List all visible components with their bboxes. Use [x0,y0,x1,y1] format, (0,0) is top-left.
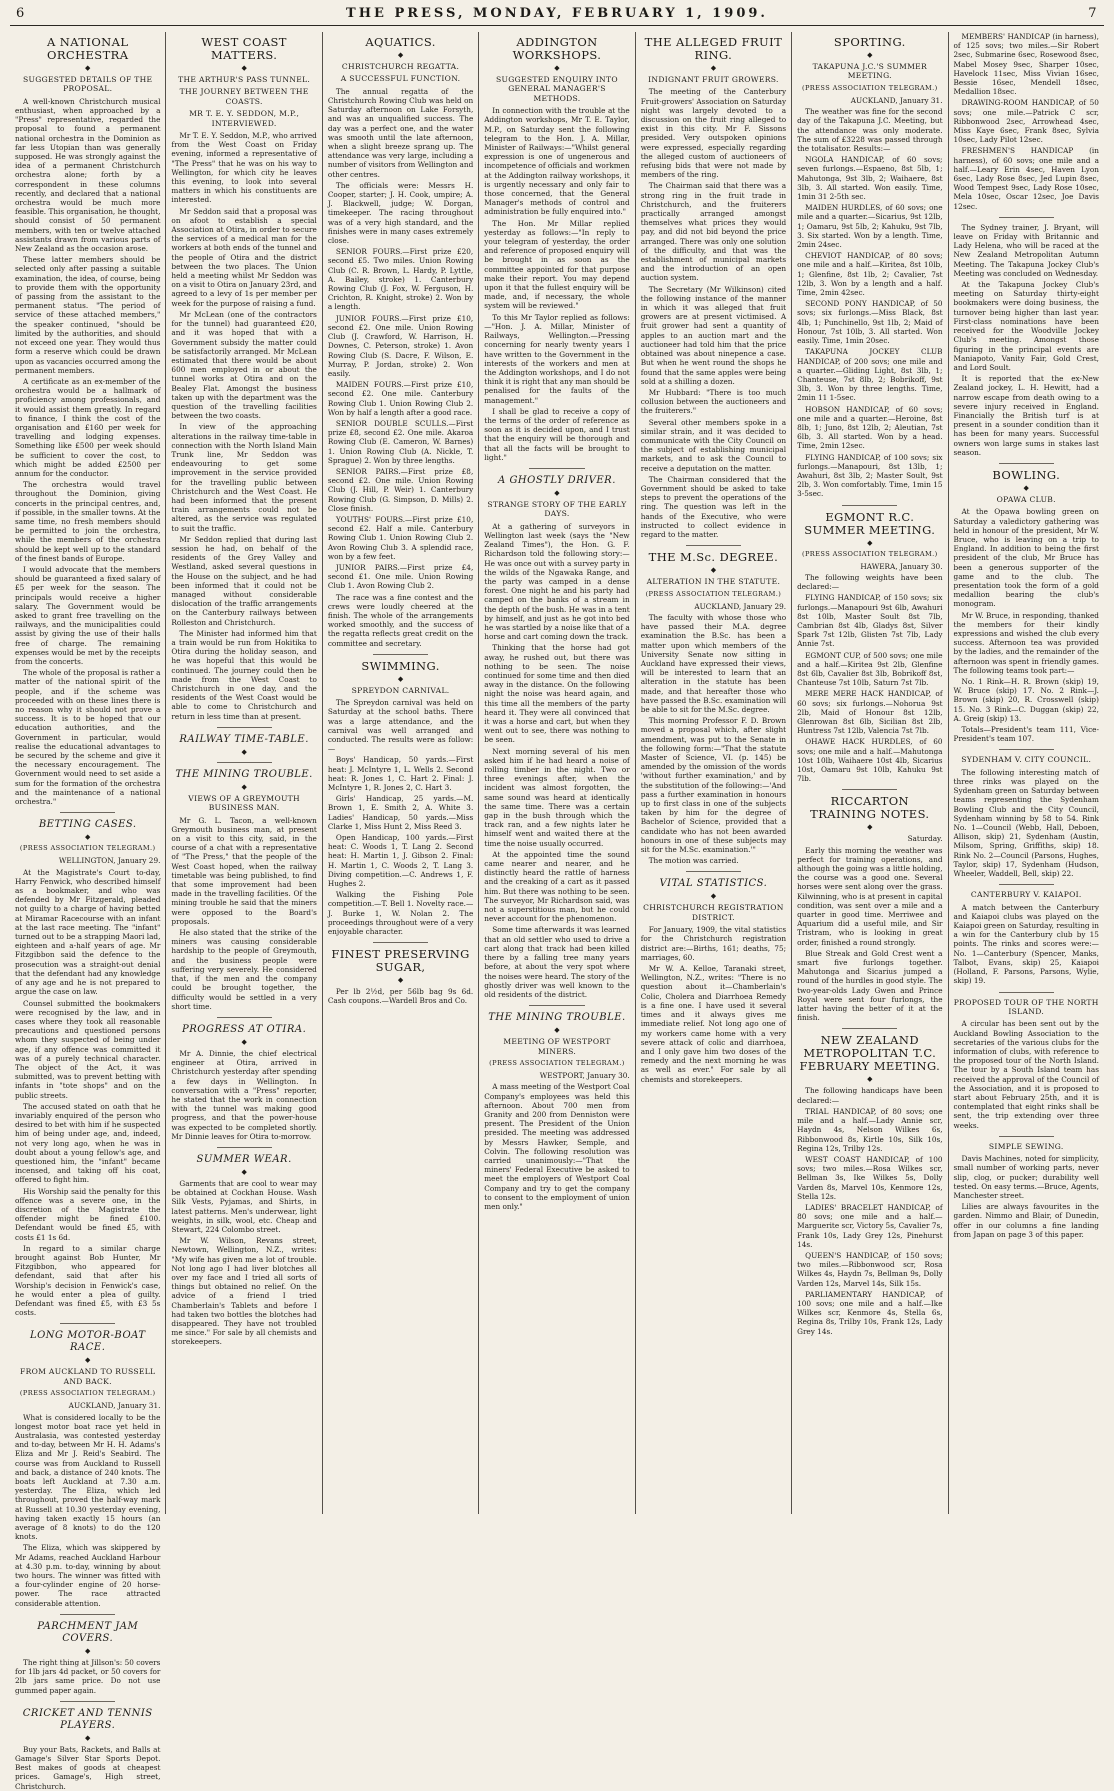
article-subheading: SPREYDON CARNIVAL. [351,685,450,695]
article [797,789,942,1022]
article-paragraph: The orchestra would travel throughout the Dominion, giving concerts in the principal centres, and, if possible, in the smaller towns. At the same time, no fresh members should be permitted to join the orchestra, while the members of the orchestra should be kept well up to the standard of the finest bands of Europe. [15,480,161,563]
article-paragraph: Boys' Handicap, 50 yards.—First heat: J. McIntyre 1, L. Wells 2. Second heat: R. Jones 1, C. Hart 2. Final: J. McIntyre 1, R. Jones 2, C. Hart 3. [327,755,474,793]
article-divider [529,468,584,469]
diamond-ornament-icon: ◆ [85,833,91,842]
article-paragraph: The annual regatta of the Christchurch Rowing Club was held on Saturday afternoon on Lake Forsyth, and was an unqualified success. The day was a perfect one, and the water was smooth until the late afternoon, when a slight breeze sprang up. The attendance was very large, including a number of visitors from Wellington and other centres. [327,86,474,179]
article-paragraph: DRAWING-ROOM HANDICAP, of 50 sovs; one mile.—Patrick C scr, Ribbonwood 2sec, Arrowhead 4sec, Miss Kaye 6sec, Frank 8sec, Sylvia 10sec, Lady Pilot 12sec. [953,98,1099,145]
article-divider [842,505,897,506]
article-dateline: AUCKLAND, January 31. [850,96,943,106]
article-paragraph: A match between the Canterbury and Kaiapoi clubs was played on the Kaiapoi green on Saturday, resulting in a win for the Canterbury club by 15 points. The rinks and scores were:—No. 1—Canterbury (Spencer, Manks, Talbot, Evans, skip) 25, Kaiapoi (Holland, F. Parsons, Parsons, Wylie, skip) 19. [953,902,1099,986]
article-byline: (PRESS ASSOCIATION TELEGRAM.) [19,1389,156,1398]
diamond-ornament-icon: ◆ [85,1646,91,1655]
column-2 [166,32,322,1514]
article-dateline: WELLINGTON, January 29. [58,856,161,866]
column-6 [792,32,948,1514]
article-byline: (PRESS ASSOCIATION TELEGRAM.) [802,549,938,558]
article-paragraph: QUEEN'S HANDICAP, of 150 sovs; two miles.—Ribbonwood scr, Rosa Wilkes 4s, Haydn 7s, Bellman 9s, Dolly Varden 12s, Marvel 14s, Silk 15s. [797,1250,943,1288]
article-paragraph: JUNIOR FOURS.—First prize £10, second £2. One mile. Union Rowing Club (J. Crawford, W. Harrison, H. Downes, C. Peterson, stroke) 1. Avon Rowing Club (S. Dacre, F. Wilson, E. Murray, P. Jordan, stroke) 2. Won easily. [327,313,474,378]
article-paragraph: The following interesting match of three rinks was played on the Sydenham green on Saturday between teams representing the Sydenham Bowling Club and the City Council, Sydenham winning by 58 to 54. Rink No. 1—Council (Webb, Hall, Deboen, Allison, skip) 21, Sydenham (Austin, Milsom, Spring, Griffiths, skip) 18. Rink No. 2—Council (Parsons, Hughes, Taylor, skip) 17, Sydenham (Hudson, Wheeler, Waddell, Bell, skip) 22. [953,767,1099,879]
article [954,463,1099,743]
article-paragraph: SENIOR DOUBLE SCULLS.—First prize £8, second £2. One mile. Akaroa Rowing Club (E. Cameron, W. Barnes) 1. Union Rowing Club (A. Nickle, T. Sprague) 2. Won by three lengths. [327,418,474,465]
article-paragraph: JUNIOR PAIRS.—First prize £4, second £1. One mile. Union Rowing Club 1. Avon Rowing Club 2. [327,562,474,591]
article-divider [60,1323,115,1324]
article-subheading: THE JOURNEY BETWEEN THE COASTS. [179,87,309,106]
article-subheading: STRANGE STORY OF THE EARLY DAYS. [487,499,627,519]
article [954,884,1099,985]
article-headline: CRICKET AND TENNIS PLAYERS. [22,1707,153,1731]
article-subheading: THE ARTHUR'S PASS TUNNEL. [178,75,311,84]
article-paragraph: Mr Seddon replied that during last session he had, on behalf of the residents of the Grey Valley and Westland, asked several questions in the House on the subject, and he had been informed that it could not be managed without considerable dislocation of the traffic arrangements on the Canterbury railways between Rolleston and Christchurch. [171,534,317,627]
article-dateline: AUCKLAND, January 31. [68,1401,161,1411]
article-paragraph: Early this morning the weather was perfect for training operations, and although the going was a little holding, the course was a good one. Several horses were sent along over the grass. Kilwinning, who is at present in capital condition, was sent over a mile and a quarter in good time. Merriwee and Aquarium did a useful mile, and Sir Tristram, who is looking in great order, finished a round strongly. [797,845,943,947]
article-paragraph: The whole of the proposal is rather a matter of the national spirit of the people, and if the scheme was proceeded with on these lines there is no reason why it should not prove a success. It is to be hoped that our education authorities, and the Government in particular, would realise the educational advantages to be secured by the scheme and give it the necessary encouragement. The Government would need to set aside a sum for the formation of the orchestra and the maintenance of a national orchestra." [15,668,161,807]
article-headline: VITAL STATISTICS. [659,878,768,890]
article-subheading: CHRISTCHURCH REGATTA. [341,62,460,71]
article-headline: THE M.Sc. DEGREE. [648,550,779,565]
article-subheading: SIMPLE SEWING. [988,1141,1064,1151]
article-divider [529,1005,584,1006]
diamond-ornament-icon: ◆ [397,674,404,683]
article [15,1701,160,1791]
article-divider [999,217,1054,218]
article-paragraph: He also stated that the strike of the miners was causing considerable hardship to the people of Greymouth, and the business people were suffering very severely. He considered that, if the men and the company could be brought together, the difficulty would be settled in a very short time. [171,928,317,1011]
article-dateline: HAWERA, January 30. [860,561,943,571]
article [641,36,786,539]
article-headline: SPORTING. [833,35,906,49]
article-paragraph: To this Mr Taylor replied as follows:—"Hon. J. A. Millar, Minister of Railways, Wellington.—Pressing concerning for nearly twenty years I have written to the Government in the interests of the workers and men at the Addington workshops, and I do not think it is right that any man should be penalised for the faults of the management." [484,312,630,405]
article-divider [217,727,272,728]
article-paragraph: Walking the Fishing Pole competition.—T. Bell 1. Novelty race.—J. Burke 1, W. Nolan 2. The proceedings throughout were of a very enjoyable character. [327,890,474,937]
article-paragraph: Mr McLean (one of the contractors for the tunnel) had guaranteed £20, and it was hoped that with a Government subsidy the matter could be satisfactorily arranged. Mr McLean estimated that there would be about 600 men employed in or about the tunnel works at Otira and on the Bealey Flat. Amongst the business taken up with the department was the question of the travelling facilities between the two coasts. [171,309,317,421]
article-paragraph: A certificate as an ex-member of the orchestra would be a hallmark of proficiency among professionals, and it would assist them greatly. In regard to finance, I think the cost of the organisation and £160 per week for travelling and lodging expenses. Something like £500 per week should be sufficient to cover the cost, to which might be added £2500 per annum for the conductor. [15,376,161,478]
article-paragraph: Thinking that the horse had got away, he rushed out, but there was nothing to be seen. The noise continued for some time and then died away in the distance. On the following night the noise was heard again, and this time all the members of the party heard it. They were all convinced that it was a horse and cart, but when they went out to see, there was nothing to be seen. [484,643,630,745]
article-headline: SUMMER WEAR. [196,1153,292,1165]
article-byline: (PRESS ASSOCIATION TELEGRAM.) [19,844,156,853]
diamond-ornament-icon: ◆ [554,64,560,72]
diamond-ornament-icon: ◆ [710,64,717,72]
diamond-ornament-icon: ◆ [397,976,404,985]
article-headline: PROGRESS AT OTIRA. [182,1023,307,1035]
column-4 [479,32,635,1514]
article-subheading: SUGGESTED DETAILS OF THE PROPOSAL. [23,75,153,94]
article-paragraph: The Eliza, which was skippered by Mr Adams, reached Auckland Harbour at 4.30 p.m. to-day, winning by about two hours. The winner was fitted with a four-cylinder engine of 20 horse-power. The race attracted considerable attention. [15,1543,161,1608]
article [797,1028,942,1335]
article-paragraph: The Sydney trainer, J. Bryant, will leave on Friday with Britannic and Lady Helena, who will be raced at the New Zealand Metropolitan Autumn Meeting. The Takapuna Jockey Club's Meeting was concluded on Wednesday. [953,222,1099,278]
article-paragraph: For January, 1909, the vital statistics for the Christchurch registration district are:—Births, 161; deaths, 75; marriages, 60. [640,925,787,962]
article-divider [373,942,428,943]
article-paragraph: EGMONT CUP, of 500 sovs; one mile and a half.—Kiritea 9st 2lb, Glenfine 8st 6lb, Cavalier 8st 3lb, Bobrikoff 8st, Chanteuse 7st 10lb, Saturn 7st 7lb. [797,650,943,688]
diamond-ornament-icon: ◆ [867,823,873,832]
article-headline: AQUATICS. [365,35,436,49]
article-paragraph: The race was a fine contest and the crews were loudly cheered at the finish. The whole of the arrangements worked smoothly, and the success of the regatta reflects great credit on the committee and secretary. [327,592,474,648]
article-paragraph: In connection with the trouble at the Addington workshops, Mr T. E. Taylor, M.P., on Saturday sent the following telegram to the Hon. J. A. Millar, Minister of Railways:—"Whilst general expression is one of ungenerous and incompetence of officials and workmen at the Addington railway workshops, it is urgently necessary and only fair to those concerned, that the General Manager's methods of control and administration be fully enquired into." [484,106,630,217]
article-paragraph: The following weights have been declared:— [797,572,943,592]
article-paragraph: Mr G. L. Tacon, a well-known Greymouth business man, at present on a visit to this city, said, in the course of a chat with a representative of "The Press," that the people of the West Coast hoped, when the railway timetable was being published, to find that some improvement had been made in the travelling facilities. Of the mining trouble he said that the miners were opposed to the Board's proposals. [171,815,317,926]
article-paragraph: MAIDEN HURDLES, of 60 sovs; one mile and a quarter.—Sicarius, 9st 12lb, 1; Oamaru, 9st 5lb, 2; Kahuku, 9st 7lb, 3. Six started. Won by a length. Time, 2min 24sec. [797,203,943,250]
article-paragraph: SENIOR PAIRS.—First prize £8, second £2. One mile. Union Rowing Club (J. Hill, P. Weir) 1. Canterbury Rowing Club (G. Simpson, D. Mills) 2. Close finish. [327,466,474,513]
article-paragraph: Mr W. Bruce, in responding, thanked the members for their kindly expressions and wished the club every success. Afternoon tea was provided by the ladies, and the remainder of the afternoon was spent in friendly games. The following teams took part:— [953,610,1099,675]
article [954,32,1099,211]
diamond-ornament-icon: ◆ [241,782,247,791]
article-paragraph: The following handicaps have been declared:— [797,1086,943,1105]
article-paragraph: It is reported that the ex-New Zealand jockey, L. H. Hewitt, had a narrow escape from death owing to a severe injury received in England. Financially the British turf is at present in a sounder condition than it has been for many years. Successful owners won large sums in stakes last season. [953,374,1099,457]
article-paragraph: At the Magistrate's Court to-day, Harry Fenwick, who described himself as a bookmaker, and who was defended by Mr Fitzgerald, pleaded not guilty to a charge of having betted at Miramar Racecourse with an infant at the last race meeting. The "infant" turned out to be a strapping Maori lad, eighteen and a-half years of age. Mr Fitzgibbon said the defence to the prosecution was a straight-out denial that the defendant had any knowledge of any age and he is not prepared to argue the case on law. [15,867,161,997]
article-paragraph: This morning Professor F. D. Brown moved a proposal which, after slight amendment, was put to the Senate in the following form:—"That the statute Master of Science, VI. (p. 145) be amended by the omission of the words 'without further examination,' and by the substitution of the following:—'And pass a further examination in honours up to first class in one of the subjects taken by him for the degree of Bachelor of Science, provided that a candidate who has not been awarded honours in one of these subjects may sit for the M.Sc. examination.'" [640,716,787,855]
article [641,871,786,1083]
article-paragraph: Next morning several of his men asked him if he had heard a noise of rolling timber in the night. Two or three evenings after, when the incident was almost forgotten, the same sound was heard at identically the same time. There was a certain gap in the bush through which the track ran, and a few nights later he himself went and waited there at the time the noise usually occurred. [484,746,630,848]
article-paragraph: The Chairman considered that the Government should be asked to take steps to prevent the operations of the ring. The question was left in the hands of the Executive, who were instructed to collect evidence in regard to the matter. [640,474,787,539]
article-divider [686,871,741,872]
article-divider [842,1028,897,1029]
columns-container [10,32,1104,1791]
article-paragraph: Per lb 2½d, per 56lb bag 9s 6d. Cash coupons.—Wardell Bros and Co. [327,987,474,1006]
diamond-ornament-icon: ◆ [85,64,91,72]
diamond-ornament-icon: ◆ [867,538,873,547]
article-paragraph: These latter members should be selected only after passing a suitable examination, the idea, of course, being to provide them with the opportunity of passing from the assistant to the permanent status. "The period of service of these attached members," the speaker continued, "should be limited by the authorities, and should not exceed one year. They would thus form a reserve which could be drawn upon as vacancies occurred among the permanent members. [15,255,161,375]
diamond-ornament-icon: ◆ [710,892,717,901]
article-paragraph: The Chairman said that there was a strong ring in the fruit trade in Christchurch, and the fruiterers practically arranged amongst themselves what prices they would pay, and did not bid beyond the price arranged. There was only one solution of the difficulty, and that was the establishment of municipal markets and the introduction of an open auction system. [640,181,787,283]
article-headline: LONG MOTOR-BOAT RACE. [29,1330,146,1354]
article-paragraph: Counsel submitted the bookmakers were recognised by the law, and in cases where they took all reasonable precautions and questioned persons whom they suspected of being under age, if any offence was committed it was of a purely technical character. The object of the Act, it was submitted, was to prevent betting with infants in "tote shops" and on the public streets. [15,998,161,1100]
article-divider [999,992,1054,993]
article-paragraph: The Hon. Mr Millar replied yesterday as follows:—"In reply to your telegram of yesterday, the order and reference of proposed enquiry will be brought in as soon as the committee appointed for that purpose make their report. You may depend upon it that the fullest enquiry will be made, and, if necessary, the whole system will be reviewed." [484,218,630,311]
article-byline: (PRESS ASSOCIATION TELEGRAM.) [645,589,782,598]
article-paragraph: Some time afterwards it was learned that an old settler who used to drive a cart along that track had been killed there by a falling tree many years before, at about the very spot where the noises were heard. The story of the ghostly driver was well known to the old residents of the district. [484,925,630,999]
diamond-ornament-icon: ◆ [397,51,404,59]
article [171,1017,316,1141]
page-number-right: 7 [1088,6,1098,21]
article-subheading: OPAWA CLUB. [996,494,1056,504]
diamond-ornament-icon: ◆ [867,1075,873,1084]
article-paragraph: Mr Hubbard: "There is too much collusion between the auctioneers and the fruiterers." [640,387,787,416]
diamond-ornament-icon: ◆ [241,747,247,756]
column-5 [636,32,792,1514]
article [328,942,473,1005]
article-paragraph: I would advocate that the members should be guaranteed a fixed salary of £5 per week for the season. The principals would receive a higher salary. The Government would be asked to grant free travelling on the railways, and the municipalities could assist by giving the use of their halls free of charge. The remaining expenses would be met by the receipts from the concerts. [15,564,161,666]
article-byline: (PRESS ASSOCIATION TELEGRAM.) [802,83,938,92]
article-divider [60,1614,115,1615]
article-divider [686,545,741,546]
article [171,36,316,721]
article-paragraph: SECOND PONY HANDICAP, of 50 sovs; six furlongs.—Miss Black, 8st 4lb, 1; Punchinello, 9st 1lb, 2; Maid of Honour, 7st 10lb, 3. All started. Won easily. Time, 1min 20sec. [797,299,943,346]
article-paragraph: TAKAPUNA JOCKEY CLUB HANDICAP, of 200 sovs; one mile and a quarter.—Gliding Light, 8st 3lb, 1; Chanteuse, 7st 8lb, 2; Bobrikoff, 9st 3lb, 3. Won by three lengths. Time, 2min 11 1-5sec. [797,347,943,403]
article [797,36,942,499]
column-1 [10,32,166,1791]
article-headline: RICCARTON TRAINING NOTES. [810,794,930,822]
article-subheading: FROM AUCKLAND TO RUSSELL AND BACK. [20,1367,156,1386]
article-paragraph: The right thing at Jillson's: 50 covers for 1lb jars 4d packet, or 50 covers for 2lb jars same price. Do not use gummed paper again. [15,1657,161,1695]
article-headline: A NATIONAL ORCHESTRA [47,35,129,62]
diamond-ornament-icon: ◆ [710,566,717,575]
article-paragraph: Lilies are always favourites in the garden. Nimmo and Blair, of Dunedin, offer in our columns a fine landing from Japan on page 3 of this paper. [953,1202,1099,1239]
article [484,468,629,999]
diamond-ornament-icon: ◆ [85,1733,91,1742]
article-subheading: ALTERATION IN THE STATUTE. [646,577,781,587]
article [641,545,786,865]
article-subheading: CANTERBURY V. KAIAPOI. [970,890,1082,900]
article-divider [217,762,272,763]
article-paragraph: Mr Seddon said that a proposal was on afoot to establish a special Association at Otira, in order to secure the services of a medical man for the workers at both ends of the tunnel and the people of Otira and the district between the two places. The Union held a meeting whilst Mr Seddon was on a visit to Otira on January 23rd, and agreed to a levy of 1s per member per week for the purpose of raising a fund. [171,206,317,308]
article-paragraph: MERE MERE HACK HANDICAP, of 60 sovs; six furlongs.—Nohorua 9st 2lb, Maid of Honour 8st 12lb, Glenrowan 8st 6lb, Sicilian 8st 2lb, Huntress 7st 12lb, Valencia 7st 7lb. [797,689,943,736]
article-paragraph: CHEVIOT HANDICAP, of 80 sovs; one mile and a half.—Kiritea, 8st 10lb, 1; Glenfine, 8st 1lb, 2; Cavalier, 7st 12lb, 3. Won by a length and a half. Time, 2min 42sec. [797,251,943,298]
article-paragraph: The Minister had informed him that a train would be run from Hokitika to Otira during the holiday season, and he was hopeful that this would be continued. The journey could then be made from the West Coast to Christchurch in one day, and the residents of the West Coast would be able to come to Christchurch and return in less time than at present. [171,628,317,721]
article [484,36,629,462]
article-subheading: MR T. E. Y. SEDDON, M.P., INTERVIEWED. [189,109,300,128]
article-paragraph: The officials were: Messrs H. Cooper, starter; J. H. Cook, umpire; A. J. Blackwell, judge; W. Dorgan, timekeeper. The racing throughout was of a very high standard, and the finishes were in many cases extremely close. [327,180,474,246]
article-paragraph: WEST COAST HANDICAP, of 100 sovs; two miles.—Rosa Wilkes scr, Bellman 3s, Ike Wilkes 5s, Dolly Varden 8s, Marvel 10s, Kenmore 12s, Stella 12s. [797,1154,943,1201]
article-divider [373,654,428,655]
article-dateline: Saturday. [907,834,943,844]
article-headline: FINEST PRESERVING SUGAR, [331,947,470,975]
diamond-ornament-icon: ◆ [554,488,560,497]
article-paragraph: His Worship said the penalty for this offence was a severe one, in the discretion of the Magistrate the offender might be fined £100. Defendant would be fined £5, with costs £1 1s 6d. [15,1186,161,1242]
article [954,749,1099,878]
article-paragraph: Girls' Handicap, 25 yards.—M. Brown 1, E. Smith 2, A. White 3. Ladies' Handicap, 50 yards.—Miss Clarke 1, Miss Hunt 2, Miss Reed 3. [327,794,474,831]
article-headline: THE ALLEGED FRUIT RING. [644,35,783,62]
article-paragraph: At the appointed time the sound came nearer and nearer, and he distinctly heard the rattle of harness and the creaking of a cart as it passed him. But there was nothing to be seen. The surveyor, Mr Richardson said, was not a superstitious man, but he could never account for the phenomenon. [484,849,630,924]
diamond-ornament-icon: ◆ [1023,483,1029,492]
article-divider [60,1701,115,1702]
article-subheading: VIEWS OF A GREYMOUTH BUSINESS MAN. [188,793,300,813]
article-subheading: PROPOSED TOUR OF THE NORTH ISLAND. [953,997,1099,1016]
article-headline: A GHOSTLY DRIVER. [498,474,616,486]
article-paragraph: In view of the approaching alterations in the railway time-table in connection with the North Island Main Trunk line, Mr Seddon was endeavouring to get some improvement in the service provided for the travelling public between Christchurch and the West Coast. He had been informed that the present train arrangements could not be altered, as the service was regulated to suit the traffic. [171,422,317,533]
article-paragraph: SENIOR FOURS.—First prize £20, second £5. Two miles. Union Rowing Club (C. R. Brown, L. Hardy, P. Lyttle, A. Bailey, stroke) 1. Canterbury Rowing Club (J. Fox, W. Ferguson, H. Crichton, R. Knight, stroke) 2. Won by a length. [327,247,474,312]
article-paragraph: Blue Streak and Gold Crest went a smart five furlongs together. Mahutonga and Sicarius jumped a round of the hurdles in good style. The two-year-olds Lady Gwen and Prince Royal were sent four furlongs, the latter having the better of it at the finish. [797,948,943,1023]
article-paragraph: The weather was fine for the second day of the Takapuna J.C. Meeting, but the attendance was only moderate. The sum of £3228 was passed through the totalisator. Results:— [797,107,943,154]
article-paragraph: FLYING HANDICAP, of 150 sovs; six furlongs.—Manapouri 9st 6lb, Awahuri 8st 10lb, Master Soult 8st 7lb, Cambrian 8st 4lb, Gladys 8st, Silver Spark 7st 12lb, Glisten 7st 7lb, Lady Annie 7st. [797,593,943,649]
diamond-ornament-icon: ◆ [241,1037,247,1046]
article-paragraph: Open Handicap, 100 yards.—First heat: C. Woods 1, T. Lang 2. Second heat: H. Martin 1, J. Gibson 2. Final: H. Martin 1, C. Woods 2, T. Lang 3. Diving competition.—C. Andrews 1, F. Hughes 2. [327,833,474,889]
article-headline: BOWLING. [992,467,1061,482]
article-divider [217,1147,272,1148]
article [171,1147,316,1347]
article-subheading: A SUCCESSFUL FUNCTION. [340,74,461,84]
article-paragraph: A circular has been sent out by the Auckland Bowling Association to the secretaries of the various clubs for the information of clubs, with reference to the proposed tour of the North Island. The tour by a South Island team has received the approval of the Council of the Association, and it is proposed to start about February 25th, and it is contemplated that eight rinks shall be sent, the trip extending over three weeks. [953,1019,1099,1130]
article-paragraph: Totals—President's team 111, Vice-President's team 107. [953,725,1099,744]
article-paragraph: At a gathering of surveyors in Wellington last week (says the "New Zealand Times"), the Hon. G. F. Richardson told the following story:—He was once out with a survey party in the wilds of the Ngawaka Range, and the party was camped in a dense forest. One night he and his party had camped on the banks of a stream in the depth of the bush. He was in a tent by himself, and just as he got into bed he was startled by a noise like that of a horse and cart coming down the track. [484,521,630,642]
article-paragraph: The accused stated on oath that he invariably enquired of the person who desired to bet with him if he suspected him of being under age, and, indeed, not very long ago, when he was in doubt about a young fellow's age, and questioned him, the "infant" became incensed, and taking off his coat, offered to fight him. [15,1101,161,1185]
article-dateline: AUCKLAND, January 29. [694,601,787,611]
article-paragraph: HOBSON HANDICAP, of 60 sovs; one mile and a quarter.—Heroine, 8st 8lb, 1; Juno, 8st 12lb, 2; Aleutian, 7st 6lb, 3. All started. Won by a head. Time, 2min 12sec. [797,404,943,451]
article-paragraph: PARLIAMENTARY HANDICAP, of 100 sovs; one mile and a half.—Ike Wilkes scr, Kenmore 4s, Stella 6s, Regina 8s, Trilby 10s, Frank 12s, Lady Grey 14s. [797,1289,943,1336]
article-headline: ADDINGTON WORKSHOPS. [512,35,602,62]
article-paragraph: The Secretary (Mr Wilkinson) cited the following instance of the manner in which it was alleged that fruit growers are at present victimised. A fruit grower had sent a quantity of apples to an auction mart and the auctioneer had told him that the price obtained was about ninepence a case. But when he went round the shops he found that the same apples were being sold at a shilling a dozen. [640,284,787,386]
article-headline: NEW ZEALAND METROPOLITAN T.C. FEBRUARY MEETING. [799,1033,941,1074]
article-paragraph: The meeting of the Canterbury Fruit-growers' Association on Saturday night was largely devoted to a discussion on the fruit ring alleged to exist in this city. Mr F. Sissons presided. Very outspoken opinions were expressed, especially regarding the alleged custom of auctioneers of refusing bids that were not made by members of the ring. [640,87,787,180]
article-paragraph: The faculty with whose those who have passed their M.A. degree examination the B.Sc. has been a matter upon which members of the University Senate now sitting in Auckland have expressed their views, will be interested to learn that an alteration in the statute has been made, and that hereafter those who have passed the B.Sc. examination will be able to sit for the M.Sc. degree. [640,612,787,714]
article-paragraph: What is considered locally to be the longest motor boat race yet held in Australasia, was contested yesterday and to-day, between Mr H. H. Adams's Eliza and Mr J. Reid's Seabird. The course was from Auckland to Russell and back, a distance of 240 knots. The boats left Auckland at 7.30 a.m. yesterday. The Eliza, which led throughout, proved the half-way mark at Russell at 10.30 yesterday evening, having taken exactly 15 hours (an average of 8 knots) to do the 120 knots. [15,1412,161,1542]
masthead-title: THE PRESS, MONDAY, FEBRUARY 1, 1909. [346,6,768,21]
diamond-ornament-icon: ◆ [241,1167,247,1176]
article-paragraph: A well-known Christchurch musical enthusiast, when approached by a "Press" representative, regarded the proposal to found a permanent national orchestra in the Dominion as far less Utopian than was generally supposed. He was strongly against the idea of a permanent Christchurch orchestra alone; forth by a correspondent in these columns recently, and declared that a national orchestra would be much more feasible. This organisation, he thought, should consist of 50 permanent members, with ten or twelve attached assistants drawn from various parts of New Zealand as the occasion arose. [15,96,161,254]
article-paragraph: No. 1 Rink—H. R. Brown (skip) 19, W. Bruce (skip) 17. No. 2 Rink—J. Brown (skip) 20, R. Crosswell (skip) 15. No. 3 Rink—C. Duggan (skip) 22, A. Greig (skip) 13. [953,677,1099,723]
article-paragraph: Garments that are cool to wear may be obtained at Cockhan House. Wash Silk Vests, Pyjamas, and Shirts, in latest patterns. Men's underwear, light weights, in silk, wool, etc. Cheap and Stewart, 224 Colombo street. [171,1178,317,1234]
article-paragraph: TRIAL HANDICAP, of 80 sovs; one mile and a half.—Lady Annie scr, Haydn 4s, Nelson Wilkes 6s, Ribbonwood 8s, Kirtle 10s, Silk 10s, Regina 12s, Trilby 12s. [797,1106,943,1153]
article-subheading: TAKAPUNA J.C.'S SUMMER MEETING. [812,62,928,81]
article [15,812,160,1317]
article-paragraph: Mr W. A. Kelloe, Taranaki street, Wellington, N.Z., writes: "There is no question about it—Chamberlain's Colic, Cholera and Diarrhoea Remedy is a fine one. I have used it several times and it always gives me immediate relief. Not long ago one of my workers came home with a very severe attack of colic and diarrhoea, and I only gave him two doses of the remedy and the next morning he was as well as ever." For sale by all chemists and storekeepers. [640,964,787,1084]
article [171,727,316,756]
article [328,654,473,936]
article-paragraph: MEMBERS' HANDICAP (in harness), of 125 sovs; two miles.—Sir Robert 2sec, Submarine 6sec, Rosewood 8sec, Mabel Mosey 9sec, Sharper 10sec, Havelock 11sec, Miss Vivian 16sec, Bessie 16sec, Mendell 18sec, Medallion 18sec. [953,32,1099,97]
article-paragraph: Mr T. E. Y. Seddon, M.P., who arrived from the West Coast on Friday evening, informed a representative of "The Press" that he was on his way to Wellington, for which city he leaves this evening, to look into several matters in which his constituents are interested. [171,131,317,205]
article-paragraph: FRESHMEN'S HANDICAP (in harness), of 60 sovs; one mile and a half.—Leary Erin 4sec, Haven Lyon 6sec, Lady Rose 8sec, Jed Lupin 8sec, Wood Tempest 9sec, Lady Rose 10sec, Mela 10sec, Oscar 12sec, Joe Davis 12sec. [953,146,1099,211]
diamond-ornament-icon: ◆ [554,1026,560,1035]
article-paragraph: At the Opawa bowling green on Saturday a valedictory gathering was held in honour of the president, Mr W. Bruce, who is leaving on a trip to England. In addition to being the first president of the club, Mr Bruce has been a generous supporter of the game and to the club. The presentation took the form of a gold medallion bearing the club's monogram. [953,507,1099,609]
masthead [10,6,1104,26]
article [328,36,473,648]
article-paragraph: The Spreydon carnival was held on Saturday at the school baths. There was a large attendance, and the carnival was well arranged and conducted. The results were as follow:— [327,698,474,754]
article-headline: PARCHMENT JAM COVERS. [37,1620,139,1644]
article [954,217,1099,457]
column-3 [323,32,479,1514]
article-divider [217,1017,272,1018]
article-paragraph: A mass meeting of the Westport Coal Company's employees was held this afternoon. About 700 men from Granity and 200 from Denniston were present. The President of the Union presided. The meeting was addressed by Messrs Hawker, Semple, and Colvin. The following resolution was carried unanimously:—"That the miners' Federal Executive be asked to meet the employers of Westport Coal Company and try to get the company to consent to the employment of union men only." [484,1082,630,1211]
article [15,1323,160,1607]
article-paragraph: NGOLA HANDICAP, of 60 sovs; seven furlongs.—Espaeno, 8st 5lb, 1; Mahutonga, 9st 3lb, 2; Waihaere, 8st 3lb, 3. All started. Won easily. Time, 1min 31 2-5th sec. [797,155,943,202]
article [954,992,1099,1130]
article-paragraph: Mr A. Dinnie, the chief electrical engineer at Otira, arrived in Christchurch yesterday after spending a few days in Wellington. In conversation with a "Press" reporter, he stated that the work in connection with the tunnel was making good progress, and that the power-house was expected to be completed shortly. Mr Dinnie leaves for Otira to-morrow. [171,1048,317,1141]
article-headline: BETTING CASES. [38,819,137,831]
article-divider [60,812,115,813]
article-divider [999,884,1054,885]
article-paragraph: FLYING HANDICAP, of 100 sovs; six furlongs.—Manapouri, 8st 13lb, 1; Awahuri, 8st 3lb, 2; Master Soult, 9st 2lb, 3. Won comfortably. Time, 1min 15 3-5sec. [797,452,943,499]
article [954,1136,1099,1239]
article-paragraph: Several other members spoke in a similar strain, and it was decided to communicate with the City Council on the subject of establishing municipal markets, and to ask the Council to receive a deputation on the matter. [640,417,787,473]
article-divider [999,749,1054,750]
page-number-left: 6 [16,6,26,21]
article [484,1005,629,1211]
diamond-ornament-icon: ◆ [85,1356,91,1365]
article [171,762,316,1011]
article [15,36,160,806]
article-headline: RAILWAY TIME-TABLE. [179,733,309,745]
diamond-ornament-icon: ◆ [241,64,247,72]
article-dateline: WESTPORT, January 30. [539,1071,630,1081]
article-subheading: SYDENHAM V. CITY COUNCIL. [961,755,1092,765]
article-subheading: MEETING OF WESTPORT MINERS. [503,1037,611,1056]
article-divider [999,463,1054,464]
article-subheading: CHRISTCHURCH REGISTRATION DISTRICT. [643,903,784,922]
article-paragraph: MAIDEN FOURS.—First prize £10, second £2. One mile. Canterbury Rowing Club 1. Union Rowing Club 2. Won by half a length after a good race. [327,380,474,417]
article-headline: THE MINING TROUBLE. [488,1012,626,1024]
article-paragraph: Davis Machines, noted for simplicity, small number of working parts, never slip, clog, or pucker; durability well tested. On easy terms.—Bruce, Agents, Manchester street. [953,1154,1099,1200]
article-byline: (PRESS ASSOCIATION TELEGRAM.) [489,1058,625,1067]
article-paragraph: OHAWE HACK HURDLES, of 60 sovs; one mile and a half.—Mahutonga 10st 10lb, Waihaere 10st 4lb, Sicarius 10st, Oamaru 9st 10lb, Kahuku 9st 7lb. [797,737,943,784]
article-divider [842,789,897,790]
article-paragraph: The motion was carried. [648,856,739,866]
article-paragraph: I shall be glad to receive a copy of the terms of the order of reference as soon as it is decided upon, and I trust that the enquiry will be thorough and that all the facts will be brought to light." [484,406,630,462]
diamond-ornament-icon: ◆ [867,51,873,59]
article-headline: SWIMMING. [361,658,440,673]
article-subheading: INDIGNANT FRUIT GROWERS. [648,75,779,84]
article-paragraph: At the Takapuna Jockey Club's meeting on Saturday thirty-eight bookmakers were doing business, the turnover being higher than last year. First-class nominations have been received for the Woodville Jockey Club's meeting. Amongst those figuring in the principal events are Maniapoto, Vanity Fair, Gold Crest, and Lord Soult. [953,280,1099,372]
article-headline: THE MINING TROUBLE. [175,768,313,780]
article-paragraph: YOUTHS' FOURS.—First prize £10, second £2. Half a mile. Canterbury Rowing Club 1. Union Rowing Club 2. Avon Rowing Club 3. A splendid race, won by a few feet. [327,514,474,561]
article-paragraph: LADIES' BRACELET HANDICAP, of 80 sovs; one mile and a half.—Marguerite scr, Victory 5s, Cavalier 7s, Frank 10s, Lady Grey 12s, Pinehurst 14s. [797,1202,943,1249]
article-paragraph: In regard to a similar charge brought against Bob Hunter, Mr Fitzgibbon, who appeared for defendant, said that after his Worship's decision in Fenwick's case, he would enter a plea of guilty. Defendant was fined £5, with £3 5s costs. [15,1243,161,1318]
article [15,1614,160,1695]
article-subheading: SUGGESTED ENQUIRY INTO GENERAL MANAGER'S METHODS. [496,75,618,103]
article-headline: WEST COAST MATTERS. [201,35,287,62]
column-7 [949,32,1104,1514]
article [797,505,942,784]
article-paragraph: Buy your Bats, Rackets, and Balls at Gamage's Silver Star Sports Depot. Best makes of goods at cheapest prices. Gamage's, High street, Christchurch. [15,1744,161,1791]
article-divider [999,1136,1054,1137]
article-paragraph: Mr W. Wilson, Revans street, Newtown, Wellington, N.Z., writes: "My wife has given me a lot of trouble. Not long ago I had liver blotches all over my face and I tried all sorts of things but obtained no relief. On the advice of a friend I tried Chamberlain's Tablets and before I had taken two bottles the blotches had disappeared. They have not troubled me since." For sale by all chemists and storekeepers. [171,1236,317,1347]
article-headline: EGMONT R.C. SUMMER MEETING. [804,509,936,537]
